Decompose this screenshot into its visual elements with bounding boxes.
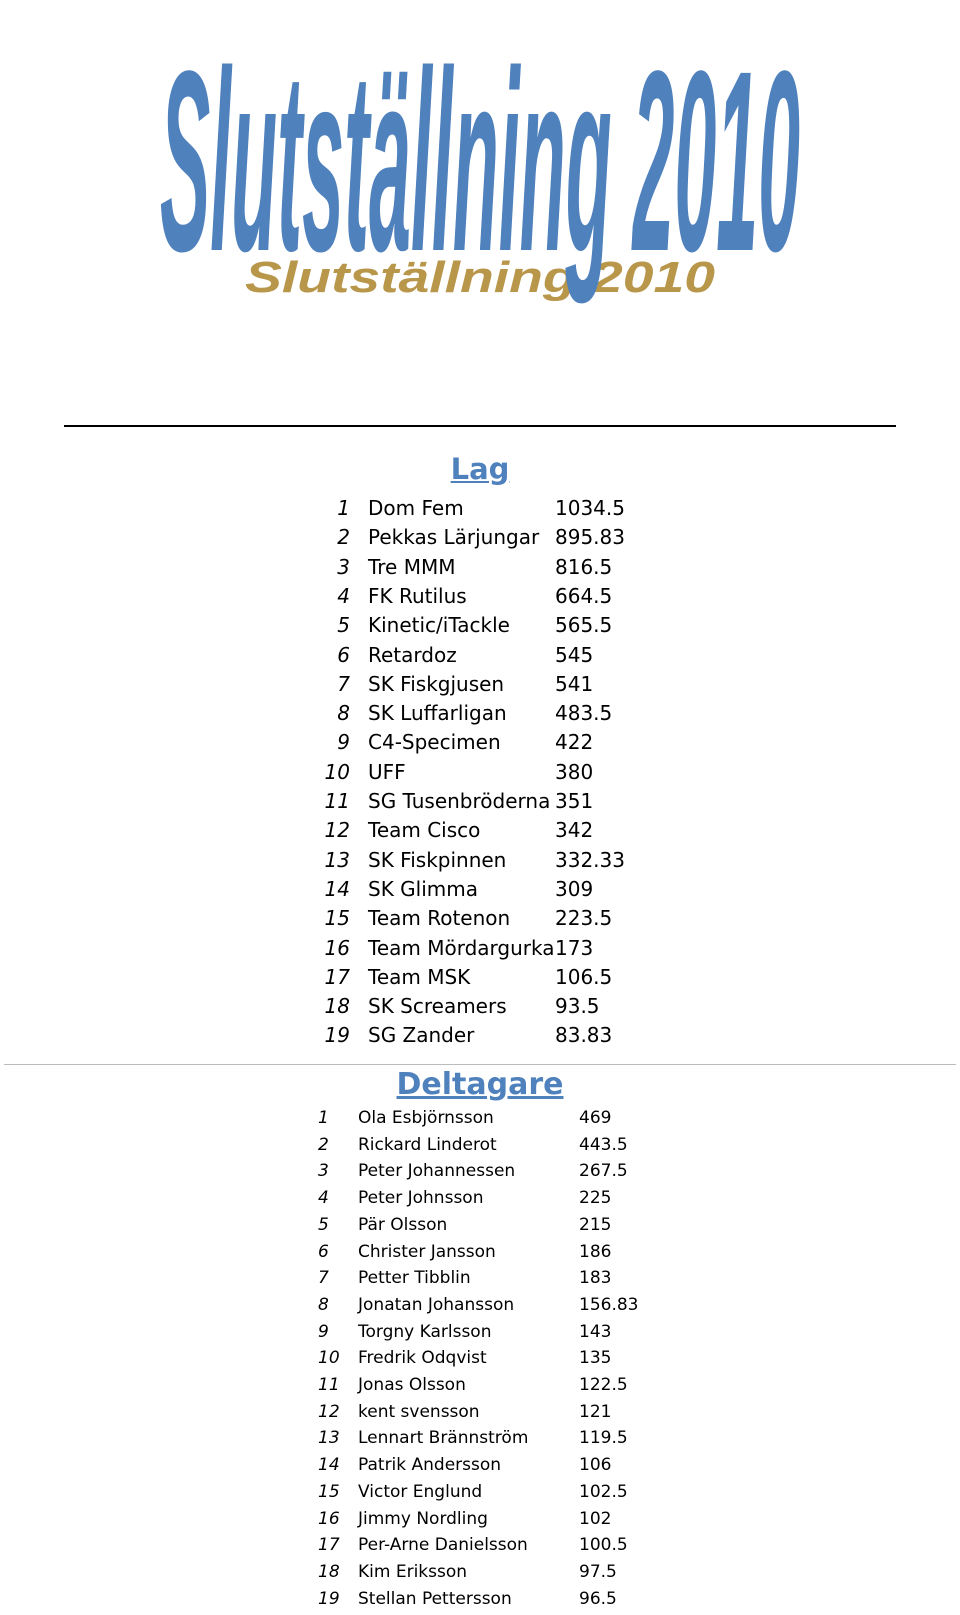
standing-row (0, 1482, 960, 1508)
score-cell: 380 (555, 759, 594, 784)
score-cell: 422 (555, 730, 594, 755)
standing-row (0, 906, 960, 935)
score-cell: 223.5 (555, 906, 613, 931)
name-cell: Victor Englund (358, 1481, 483, 1502)
score-cell: 102.5 (579, 1481, 628, 1502)
rank-cell: 8 (318, 1294, 329, 1315)
standing-row (0, 760, 960, 789)
name-cell: SG Zander (368, 1023, 475, 1048)
rank-cell: 9 (337, 730, 350, 755)
name-cell: Peter Johnsson (358, 1188, 484, 1209)
score-cell: 93.5 (555, 994, 600, 1019)
score-cell: 121 (579, 1401, 612, 1422)
name-cell: Rickard Linderot (358, 1134, 497, 1155)
standing-row (0, 994, 960, 1023)
rank-cell: 18 (318, 1561, 340, 1582)
name-cell: Team Cisco (368, 818, 481, 843)
standing-row (0, 1108, 960, 1134)
rank-cell: 9 (318, 1321, 329, 1342)
score-cell: 443.5 (579, 1134, 628, 1155)
rank-cell: 11 (318, 1375, 340, 1395)
score-cell: 267.5 (579, 1161, 628, 1182)
standing-row (0, 613, 960, 642)
name-cell: Patrik Andersson (358, 1455, 502, 1476)
name-cell: SK Glimma (368, 876, 478, 901)
rank-cell: 16 (318, 1508, 340, 1529)
name-cell: Christer Jansson (358, 1241, 496, 1262)
score-cell: 156.83 (579, 1294, 639, 1315)
score-cell: 100.5 (579, 1535, 628, 1556)
score-cell: 664.5 (555, 583, 613, 608)
rank-cell: 5 (318, 1214, 329, 1235)
standing-row (0, 496, 960, 525)
score-cell: 309 (555, 876, 594, 901)
standing-row (0, 1161, 960, 1187)
rank-cell: 18 (324, 994, 350, 1019)
standing-row (0, 818, 960, 847)
score-cell: 1034.5 (555, 496, 625, 520)
standing-row (0, 1242, 960, 1268)
score-cell: 186 (579, 1241, 612, 1262)
top-divider (64, 425, 896, 427)
score-cell: 332.33 (555, 847, 625, 872)
name-cell: Stellan Pettersson (358, 1588, 512, 1609)
standing-row (0, 1562, 960, 1588)
rank-cell: 3 (337, 554, 350, 579)
rank-cell: 8 (337, 701, 350, 726)
rank-cell: 19 (318, 1588, 340, 1609)
score-cell: 469 (579, 1108, 612, 1128)
rank-cell: 10 (324, 759, 350, 784)
standing-row (0, 730, 960, 759)
name-cell: C4-Specimen (368, 730, 501, 755)
rank-cell: 15 (318, 1481, 340, 1502)
rank-cell: 10 (318, 1348, 340, 1369)
standing-row (0, 1455, 960, 1481)
rank-cell: 1 (318, 1108, 329, 1128)
standing-row (0, 1188, 960, 1214)
standing-row (0, 1428, 960, 1454)
name-cell: SK Fiskpinnen (368, 847, 507, 872)
standing-row (0, 1509, 960, 1535)
score-cell: 565.5 (555, 613, 613, 638)
rank-cell: 5 (337, 613, 350, 638)
deltagare-heading: Deltagare (396, 1067, 564, 1102)
rank-cell: 4 (318, 1188, 329, 1209)
standing-row (0, 643, 960, 672)
standing-row (0, 584, 960, 613)
name-cell: Retardoz (368, 642, 457, 667)
title-banner-shadow: Slutställning 2010 (245, 252, 716, 302)
rank-cell: 14 (318, 1455, 340, 1476)
rank-cell: 17 (318, 1535, 340, 1556)
name-cell: Ola Esbjörnsson (358, 1108, 494, 1128)
standing-row (0, 1535, 960, 1561)
name-cell: FK Rutilus (368, 583, 467, 608)
score-cell: 816.5 (555, 554, 613, 579)
rank-cell: 13 (324, 847, 350, 872)
rank-cell: 16 (324, 935, 350, 960)
score-cell: 96.5 (579, 1588, 617, 1609)
rank-cell: 17 (324, 964, 350, 989)
standing-row (0, 1295, 960, 1321)
standing-row (0, 672, 960, 701)
rank-cell: 14 (324, 876, 350, 901)
score-cell: 173 (555, 935, 594, 960)
name-cell: kent svensson (358, 1401, 480, 1422)
rank-cell: 11 (324, 789, 350, 813)
score-cell: 541 (555, 671, 594, 696)
title-banner (140, 0, 820, 330)
name-cell: Fredrik Odqvist (358, 1348, 487, 1369)
score-cell: 215 (579, 1214, 612, 1235)
rank-cell: 2 (337, 525, 350, 550)
name-cell: Team Rotenon (368, 906, 511, 931)
rank-cell: 4 (337, 583, 350, 608)
score-cell: 545 (555, 642, 594, 667)
title-banner-text: Slutställning 2010 (160, 18, 800, 306)
rank-cell: 3 (318, 1161, 329, 1182)
score-cell: 342 (555, 818, 594, 843)
rank-cell: 6 (337, 642, 350, 667)
score-cell: 106 (579, 1455, 612, 1476)
name-cell: Kim Eriksson (358, 1561, 468, 1582)
name-cell: Jimmy Nordling (358, 1508, 488, 1529)
name-cell: SK Screamers (368, 994, 507, 1019)
name-cell: Team MSK (368, 964, 471, 989)
rank-cell: 7 (318, 1268, 329, 1289)
standing-row (0, 1322, 960, 1348)
name-cell: Team Mördargurka (368, 935, 555, 960)
name-cell: Dom Fem (368, 496, 464, 520)
name-cell: SG Tusenbröderna (368, 789, 551, 813)
rank-cell: 12 (324, 818, 350, 843)
score-cell: 183 (579, 1268, 612, 1289)
standing-row (0, 1023, 960, 1052)
score-cell: 97.5 (579, 1561, 617, 1582)
standing-row (0, 1348, 960, 1374)
score-cell: 83.83 (555, 1023, 613, 1048)
name-cell: UFF (368, 759, 406, 784)
name-cell: SK Luffarligan (368, 701, 507, 726)
rank-cell: 12 (318, 1401, 340, 1422)
rank-cell: 2 (318, 1134, 329, 1155)
standing-row (0, 701, 960, 730)
score-cell: 225 (579, 1188, 612, 1209)
name-cell: Tre MMM (368, 554, 456, 579)
score-cell: 135 (579, 1348, 612, 1369)
standing-row (0, 848, 960, 877)
name-cell: Pär Olsson (358, 1214, 448, 1235)
standing-row (0, 525, 960, 554)
name-cell: Pekkas Lärjungar (368, 525, 540, 550)
score-cell: 895.83 (555, 525, 625, 550)
standing-row (0, 936, 960, 965)
name-cell: SK Fiskgjusen (368, 671, 505, 696)
standing-row (0, 1402, 960, 1428)
name-cell: Torgny Karlsson (358, 1321, 492, 1342)
standing-row (0, 1589, 960, 1615)
score-cell: 122.5 (579, 1375, 628, 1395)
score-cell: 106.5 (555, 964, 613, 989)
rank-cell: 15 (324, 906, 350, 931)
name-cell: Lennart Brännström (358, 1428, 529, 1449)
standing-row (0, 1135, 960, 1161)
standing-row (0, 789, 960, 818)
standing-row (0, 555, 960, 584)
name-cell: Jonas Olsson (358, 1375, 466, 1395)
score-cell: 102 (579, 1508, 612, 1529)
rank-cell: 6 (318, 1241, 329, 1262)
rank-cell: 13 (318, 1428, 340, 1449)
rank-cell: 1 (337, 496, 350, 520)
standing-row (0, 1215, 960, 1241)
score-cell: 143 (579, 1321, 612, 1342)
score-cell: 351 (555, 789, 594, 813)
score-cell: 483.5 (555, 701, 613, 726)
score-cell: 119.5 (579, 1428, 628, 1449)
standing-row (0, 1375, 960, 1401)
name-cell: Per-Arne Danielsson (358, 1535, 528, 1556)
rank-cell: 7 (337, 671, 350, 696)
standing-row (0, 877, 960, 906)
name-cell: Kinetic/iTackle (368, 613, 510, 638)
lag-heading: Lag (450, 452, 510, 486)
name-cell: Peter Johannessen (358, 1161, 516, 1182)
standing-row (0, 1268, 960, 1294)
standing-row (0, 965, 960, 994)
name-cell: Jonatan Johansson (358, 1294, 515, 1315)
rank-cell: 19 (324, 1023, 350, 1048)
name-cell: Petter Tibblin (358, 1268, 471, 1289)
section-divider (4, 1064, 956, 1065)
